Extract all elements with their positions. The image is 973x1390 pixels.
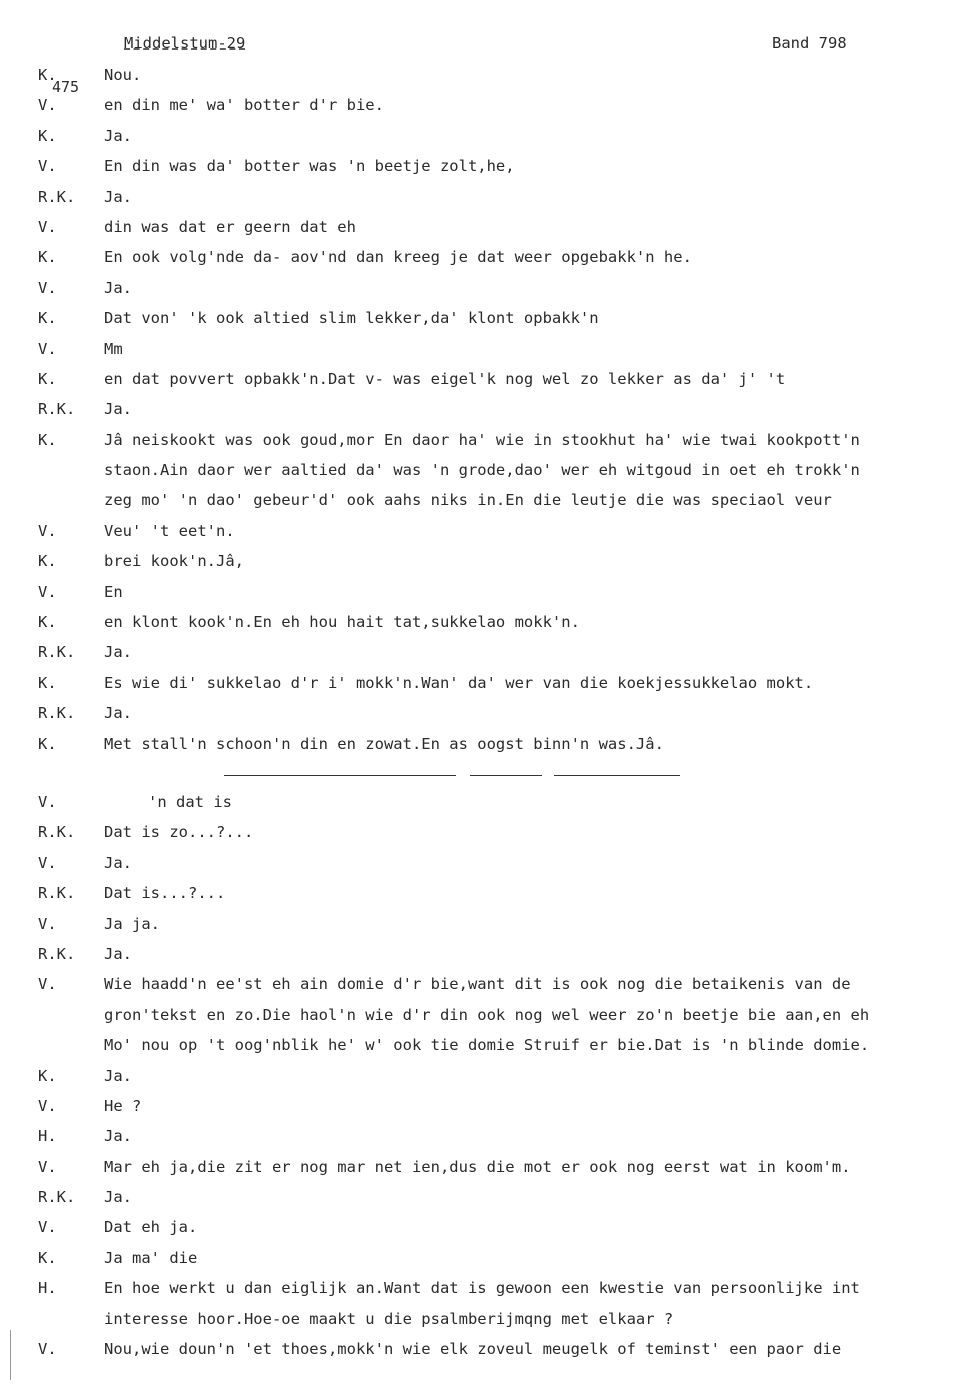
speaker-label: V. xyxy=(38,278,57,297)
transcript-section-2 xyxy=(0,791,973,1368)
utterance-text: Ja. xyxy=(104,853,132,872)
utterance-text: En xyxy=(104,582,123,601)
utterance-text: gron'tekst en zo.Die haol'n wie d'r din ook nog wel weer zo'n beetje bie aan,en eh xyxy=(104,1005,870,1024)
speaker-label: V. xyxy=(38,792,57,811)
speaker-label: V. xyxy=(38,1096,57,1115)
utterance-text: brei kook'n.Jâ, xyxy=(104,552,244,571)
utterance-text: En hoe werkt u dan eiglijk an.Want dat is gewoon een kwestie van persoonlijke int xyxy=(104,1279,860,1298)
utterance-text: Mar eh ja,die zit er nog mar net ien,dus die mot er ook nog eerst wat in koom'm. xyxy=(104,1157,851,1176)
utterance-text: Ja. xyxy=(104,1188,132,1207)
speaker-label: K. xyxy=(38,309,57,328)
transcript-line xyxy=(0,791,973,821)
utterance-text: staon.Ain daor wer aaltied da' was 'n grode,dao' wer eh witgoud in oet eh trokk'n xyxy=(104,461,860,480)
utterance-text: 'n dat is xyxy=(148,792,232,811)
transcript-line xyxy=(0,1095,973,1125)
utterance-text: Ja ma' die xyxy=(104,1248,198,1267)
transcript-line xyxy=(0,216,973,246)
speaker-label: V. xyxy=(38,157,57,176)
speaker-label: R.K. xyxy=(38,704,76,723)
speaker-label: K. xyxy=(38,552,57,571)
transcript-line xyxy=(0,125,973,155)
utterance-text: Dat von' 'k ook altied slim lekker,da' klont opbakk'n xyxy=(104,309,599,328)
transcript-line xyxy=(0,1338,973,1368)
margin-mark xyxy=(10,1330,11,1380)
speaker-label: K. xyxy=(38,734,57,753)
transcript-line xyxy=(0,550,973,580)
transcript-line xyxy=(0,943,973,973)
transcript-line xyxy=(0,520,973,550)
speaker-label: R.K. xyxy=(38,187,76,206)
utterance-text: Ja. xyxy=(104,126,132,145)
speaker-label: V. xyxy=(38,339,57,358)
utterance-text: Ja. xyxy=(104,1127,132,1146)
utterance-text: Es wie di' sukkelao d'r i' mokk'n.Wan' da' wer van die koekjessukkelao mokt. xyxy=(104,673,814,692)
transcript-section-1 xyxy=(0,64,973,763)
utterance-text: Jâ neiskookt was ook goud,mor En daor ha' wie in stookhut ha' wie twai kookpott'n xyxy=(104,430,860,449)
utterance-text: din was dat er geern dat eh xyxy=(104,217,356,236)
utterance-text: zeg mo' 'n dao' gebeur'd' ook aahs niks in.En die leutje die was speciaol veur xyxy=(104,491,832,510)
transcript-line xyxy=(0,64,973,94)
page-header xyxy=(0,34,973,56)
utterance-text: Ja. xyxy=(104,278,132,297)
transcript-line xyxy=(0,973,973,1003)
utterance-text: Ja. xyxy=(104,704,132,723)
transcript-line xyxy=(0,733,973,763)
speaker-label: K. xyxy=(38,1248,57,1267)
transcript-line xyxy=(0,1156,973,1186)
utterance-text: En din was da' botter was 'n beetje zolt,he, xyxy=(104,157,515,176)
speaker-label: K. xyxy=(38,369,57,388)
transcript-line xyxy=(0,1186,973,1216)
transcript-line xyxy=(0,246,973,276)
transcript-line xyxy=(0,1247,973,1277)
transcript-line xyxy=(0,489,973,519)
transcript-line xyxy=(0,1034,973,1064)
tape-number: Band 798 xyxy=(772,34,847,52)
transcript-line xyxy=(0,611,973,641)
speaker-label: H. xyxy=(38,1279,57,1298)
utterance-text: Met stall'n schoon'n din en zowat.En as oogst binn'n was.Jâ. xyxy=(104,734,664,753)
utterance-text: Ja. xyxy=(104,643,132,662)
transcript-line xyxy=(0,1277,973,1307)
utterance-text: Mo' nou op 't oog'nblik he' w' ook tie domie Struif er bie.Dat is 'n blinde domie. xyxy=(104,1036,870,1055)
speaker-label: V. xyxy=(38,521,57,540)
transcript-line xyxy=(0,307,973,337)
transcript-line xyxy=(0,581,973,611)
transcript-line xyxy=(0,186,973,216)
speaker-label: V. xyxy=(38,582,57,601)
speaker-label: V. xyxy=(38,217,57,236)
speaker-label: R.K. xyxy=(38,944,76,963)
utterance-text: Ja. xyxy=(104,187,132,206)
transcript-line xyxy=(0,882,973,912)
speaker-label: K. xyxy=(38,673,57,692)
speaker-label: R.K. xyxy=(38,823,76,842)
speaker-label: R.K. xyxy=(38,400,76,419)
transcript-line xyxy=(0,1216,973,1246)
utterance-text: En ook volg'nde da- aov'nd dan kreeg je dat weer opgebakk'n he. xyxy=(104,248,692,267)
speaker-label: K. xyxy=(38,66,57,84)
speaker-label: R.K. xyxy=(38,1188,76,1207)
speaker-label: V. xyxy=(38,1157,57,1176)
transcript-line xyxy=(0,1125,973,1155)
transcript-line xyxy=(0,398,973,428)
transcript-line xyxy=(0,459,973,489)
speaker-label: K. xyxy=(38,1066,57,1085)
transcript-line xyxy=(0,277,973,307)
transcript-line xyxy=(0,1004,973,1034)
speaker-label: V. xyxy=(38,1218,57,1237)
speaker-label: R.K. xyxy=(38,643,76,662)
speaker-label: V. xyxy=(38,96,57,115)
utterance-text: Mm xyxy=(104,339,123,358)
utterance-text: Nou,wie doun'n 'et thoes,mokk'n wie elk zoveul meugelk of teminst' een paor die xyxy=(104,1340,842,1359)
utterance-text: Nou. xyxy=(104,66,142,84)
utterance-text: en din me' wa' botter d'r bie. xyxy=(104,96,384,115)
speaker-label: K. xyxy=(38,613,57,632)
speaker-label: K. xyxy=(38,248,57,267)
utterance-text: Ja. xyxy=(104,1066,132,1085)
transcript-line xyxy=(0,94,973,124)
utterance-text: en dat povvert opbakk'n.Dat v- was eigel'k nog wel zo lekker as da' j' 't xyxy=(104,369,786,388)
speaker-label: K. xyxy=(38,430,57,449)
transcript-line xyxy=(0,338,973,368)
transcript-line xyxy=(0,1308,973,1338)
utterance-text: He ? xyxy=(104,1096,142,1115)
transcript-line xyxy=(0,155,973,185)
transcript-line xyxy=(0,913,973,943)
utterance-text: Ja. xyxy=(104,400,132,419)
speaker-label: K. xyxy=(38,126,57,145)
utterance-text: Ja. xyxy=(104,944,132,963)
transcript-line xyxy=(0,821,973,851)
transcript-line xyxy=(0,641,973,671)
utterance-text: Dat is...?... xyxy=(104,884,226,903)
utterance-text: Veu' 't eet'n. xyxy=(104,521,235,540)
speaker-label: R.K. xyxy=(38,884,76,903)
speaker-label: V. xyxy=(38,1340,57,1359)
utterance-text: en klont kook'n.En eh hou hait tat,sukkelao mokk'n. xyxy=(104,613,580,632)
transcript-line xyxy=(0,672,973,702)
utterance-text: Dat eh ja. xyxy=(104,1218,198,1237)
utterance-text: Dat is zo...?... xyxy=(104,823,254,842)
transcript-line xyxy=(0,852,973,882)
speaker-label: H. xyxy=(38,1127,57,1146)
utterance-text: Wie haadd'n ee'st eh ain domie d'r bie,want dit is ook nog die betaikenis van de xyxy=(104,975,851,994)
transcript-line xyxy=(0,1065,973,1095)
document-id: Middelstum-29 xyxy=(124,34,246,52)
transcript-body xyxy=(0,64,973,1368)
transcript-line xyxy=(0,702,973,732)
utterance-text: Ja ja. xyxy=(104,914,160,933)
transcript-line xyxy=(0,368,973,398)
speaker-label: V. xyxy=(38,914,57,933)
speaker-label: V. xyxy=(38,853,57,872)
utterance-text: interesse hoor.Hoe-oe maakt u die psalmberijmqng met elkaar ? xyxy=(104,1309,674,1328)
page-number: 475 xyxy=(52,78,80,96)
transcript-line xyxy=(0,429,973,459)
speaker-label: V. xyxy=(38,975,57,994)
section-divider xyxy=(0,763,973,791)
